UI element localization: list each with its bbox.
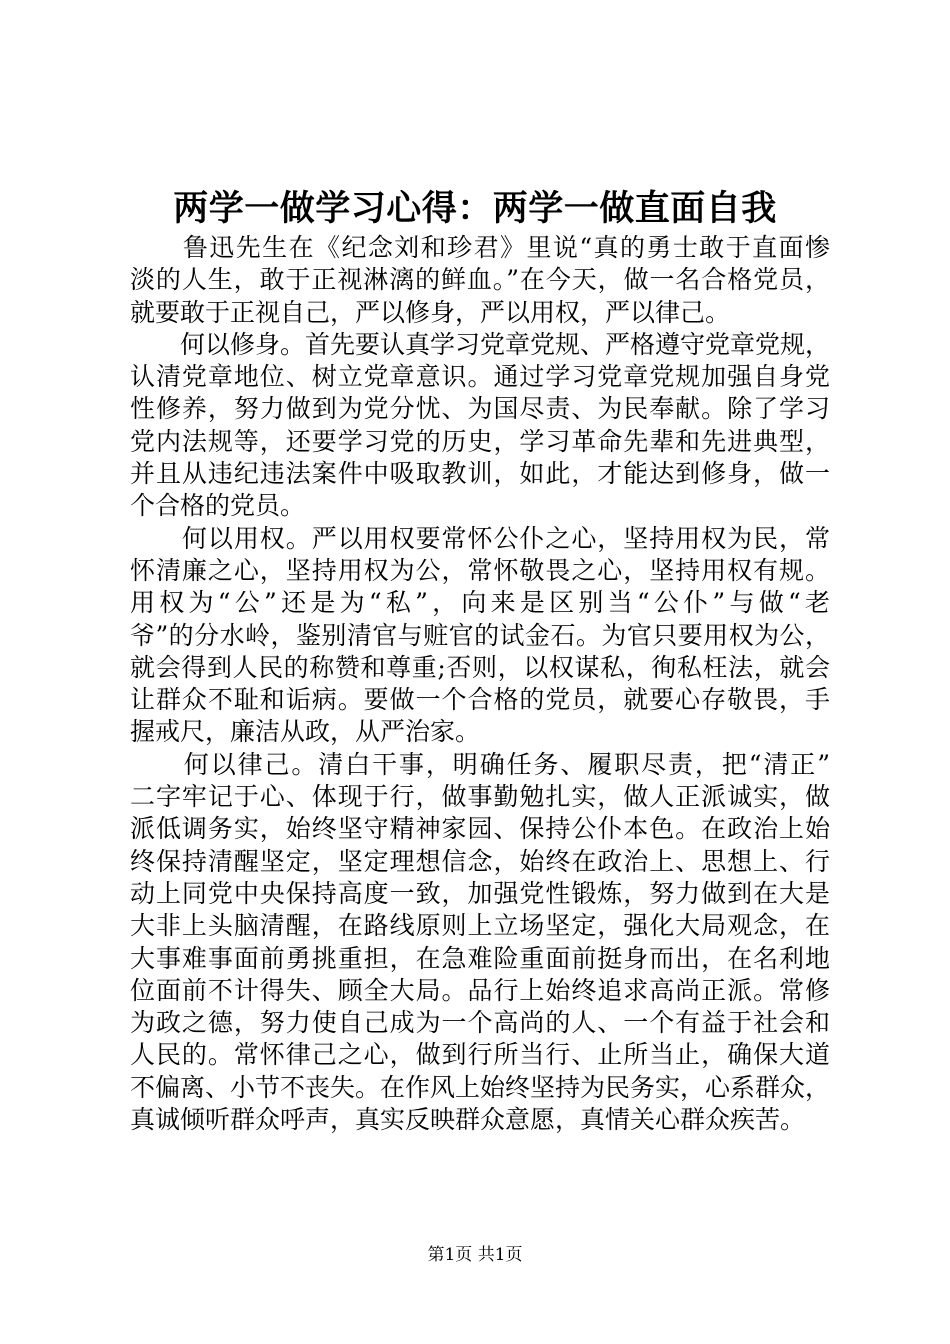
body-line: 怀清廉之心，坚持用权为公，常怀敬畏之心，坚持用权有规。 bbox=[130, 555, 830, 585]
body-line: 大非上头脑清醒，在路线原则上立场坚定，强化大局观念，在 bbox=[130, 911, 830, 941]
body-line: 用权为“公”还是为“私”，向来是区别当“公仆”与做“老 bbox=[130, 588, 830, 618]
body-line: 终保持清醒坚定，坚定理想信念，始终在政治上、思想上、行 bbox=[130, 846, 830, 876]
body-line: 党内法规等，还要学习党的历史，学习革命先辈和先进典型， bbox=[130, 426, 830, 456]
body-line: 为政之德，努力使自己成为一个高尚的人、一个有益于社会和 bbox=[130, 1008, 830, 1038]
body-line: 位面前不计得失、顾全大局。品行上始终追求高尚正派。常修 bbox=[130, 975, 830, 1005]
body-line: 爷”的分水岭，鉴别清官与赃官的试金石。为官只要用权为公， bbox=[130, 620, 830, 650]
paragraph-intro bbox=[130, 232, 830, 329]
paragraph-use-of-power bbox=[130, 523, 830, 749]
body-line: 并且从违纪违法案件中吸取教训，如此，才能达到修身，做一 bbox=[130, 459, 830, 489]
body-line: 何以用权。严以用权要常怀公仆之心，坚持用权为民，常 bbox=[130, 523, 830, 553]
document-body bbox=[130, 232, 830, 1136]
body-line: 个合格的党员。 bbox=[130, 491, 306, 521]
paragraph-self-discipline bbox=[130, 749, 830, 1137]
page-footer: 第1页 共1页 bbox=[427, 1245, 523, 1265]
body-line: 认清党章地位、树立党章意识。通过学习党章党规加强自身党 bbox=[130, 362, 830, 392]
body-line: 让群众不耻和诟病。要做一个合格的党员，就要心存敬畏，手 bbox=[130, 685, 830, 715]
body-line: 握戒尺，廉洁从政，从严治家。 bbox=[130, 717, 481, 747]
body-line: 就要敢于正视自己，严以修身，严以用权，严以律己。 bbox=[130, 297, 731, 327]
body-line: 大事难事面前勇挑重担，在急难险重面前挺身而出，在名利地 bbox=[130, 943, 830, 973]
body-line: 动上同党中央保持高度一致，加强党性锻炼，努力做到在大是 bbox=[130, 878, 830, 908]
body-line: 鲁迅先生在《纪念刘和珍君》里说“真的勇士敢于直面惨 bbox=[130, 233, 830, 262]
body-line: 真诚倾听群众呼声，真实反映群众意愿，真情关心群众疾苦。 bbox=[130, 1105, 806, 1135]
body-line: 何以修身。首先要认真学习党章党规、严格遵守党章党规， bbox=[130, 329, 831, 359]
document-title: 两学一做学习心得：两学一做直面自我 bbox=[173, 188, 777, 229]
body-line: 何以律己。清白干事，明确任务、履职尽责，把“清正” bbox=[130, 749, 830, 779]
body-line: 就会得到人民的称赞和尊重;否则，以权谋私，徇私枉法，就会 bbox=[130, 652, 830, 682]
body-line: 淡的人生，敢于正视淋漓的鲜血。”在今天，做一名合格党员， bbox=[130, 265, 830, 295]
body-line: 派低调务实，始终坚守精神家园、保持公仆本色。在政治上始 bbox=[130, 814, 830, 844]
body-line: 不偏离、小节不丧失。在作风上始终坚持为民务实，心系群众， bbox=[130, 1072, 831, 1102]
body-line: 性修养，努力做到为党分忧、为国尽责、为民奉献。除了学习 bbox=[130, 394, 830, 424]
body-line: 二字牢记于心、体现于行，做事勤勉扎实，做人正派诚实，做 bbox=[130, 782, 830, 812]
body-line: 人民的。常怀律己之心，做到行所当行、止所当止，确保大道 bbox=[130, 1040, 830, 1070]
paragraph-self-cultivation bbox=[130, 329, 830, 523]
